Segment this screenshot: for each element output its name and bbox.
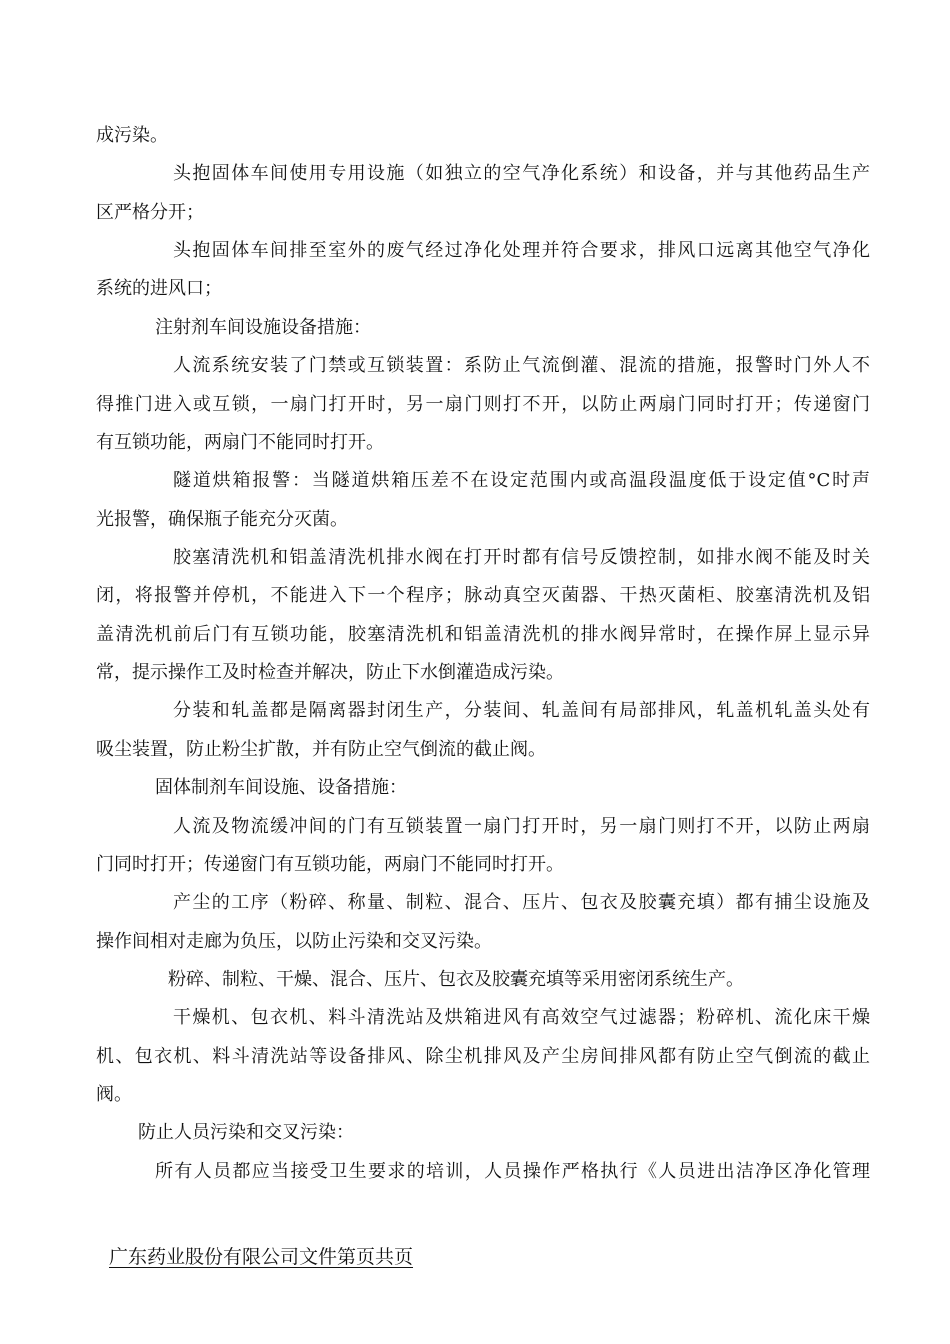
paragraph-line: 区严格分开； <box>96 202 204 223</box>
paragraph-line: 有互锁功能，两扇门不能同时打开。 <box>96 432 384 453</box>
paragraph-line: 门同时打开；传递窗门有互锁功能，两扇门不能同时打开。 <box>96 854 564 875</box>
paragraph-line: 人流及物流缓冲间的门有互锁装置一扇门打开时，另一扇门则打不开，以防止两扇 <box>173 816 870 837</box>
paragraph-line: 系统的进风口； <box>96 278 222 299</box>
paragraph-line: 成污染。 <box>96 125 168 146</box>
paragraph-line: 得推门进入或互锁，一扇门打开时，另一扇门则打不开，以防止两扇门同时打开；传递窗门 <box>96 394 870 415</box>
paragraph-line: 盖清洗机前后门有互锁功能，胶塞清洗机和铝盖清洗机的排水阀异常时，在操作屏上显示异 <box>96 624 870 645</box>
section-heading: 防止人员污染和交叉污染： <box>138 1122 354 1143</box>
paragraph-line: 头抱固体车间排至室外的废气经过净化处理并符合要求，排风口远离其他空气净化 <box>173 240 870 261</box>
paragraph-line: 吸尘装置，防止粉尘扩散，并有防止空气倒流的截止阀。 <box>96 739 546 760</box>
paragraph-line: 粉碎、制粒、干燥、混合、压片、包衣及胶囊充填等采用密闭系统生产。 <box>168 969 744 990</box>
paragraph-line: 阀。 <box>96 1084 132 1105</box>
paragraph-line: 闭，将报警并停机，不能进入下一个程序；脉动真空灭菌器、干热灭菌柜、胶塞清洗机及铝 <box>96 585 870 606</box>
paragraph-line: 操作间相对走廊为负压，以防止污染和交叉污染。 <box>96 931 492 952</box>
paragraph-line: 干燥机、包衣机、料斗清洗站及烘箱进风有高效空气过滤器；粉碎机、流化床干燥 <box>173 1007 870 1028</box>
paragraph-line: 常，提示操作工及时检查并解决，防止下水倒灌造成污染。 <box>96 662 564 683</box>
paragraph-line: 机、包衣机、料斗清洗站等设备排风、除尘机排风及产尘房间排风都有防止空气倒流的截止 <box>96 1046 870 1067</box>
page-footer: 广东药业股份有限公司文件第页共页 <box>109 1246 414 1268</box>
paragraph-line: 产尘的工序（粉碎、称量、制粒、混合、压片、包衣及胶囊充填）都有捕尘设施及 <box>173 892 870 913</box>
paragraph-line: 所有人员都应当接受卫生要求的培训，人员操作严格执行《人员进出洁净区净化管理 <box>155 1161 870 1182</box>
section-heading: 注射剂车间设施设备措施： <box>155 317 371 338</box>
section-heading: 固体制剂车间设施、设备措施： <box>155 777 407 798</box>
paragraph-line: 人流系统安装了门禁或互锁装置：系防止气流倒灌、混流的措施，报警时门外人不 <box>173 355 870 376</box>
paragraph-line: 分装和轧盖都是隔离器封闭生产，分装间、轧盖间有局部排风，轧盖机轧盖头处有 <box>173 700 870 721</box>
paragraph-line: 头抱固体车间使用专用设施（如独立的空气净化系统）和设备，并与其他药品生产 <box>173 163 870 184</box>
paragraph-line: 光报警，确保瓶子能充分灭菌。 <box>96 509 348 530</box>
paragraph-line: 胶塞清洗机和铝盖清洗机排水阀在打开时都有信号反馈控制，如排水阀不能及时关 <box>173 547 870 568</box>
paragraph-line: 隧道烘箱报警：当隧道烘箱压差不在设定范围内或高温段温度低于设定值°C时声 <box>173 470 870 491</box>
